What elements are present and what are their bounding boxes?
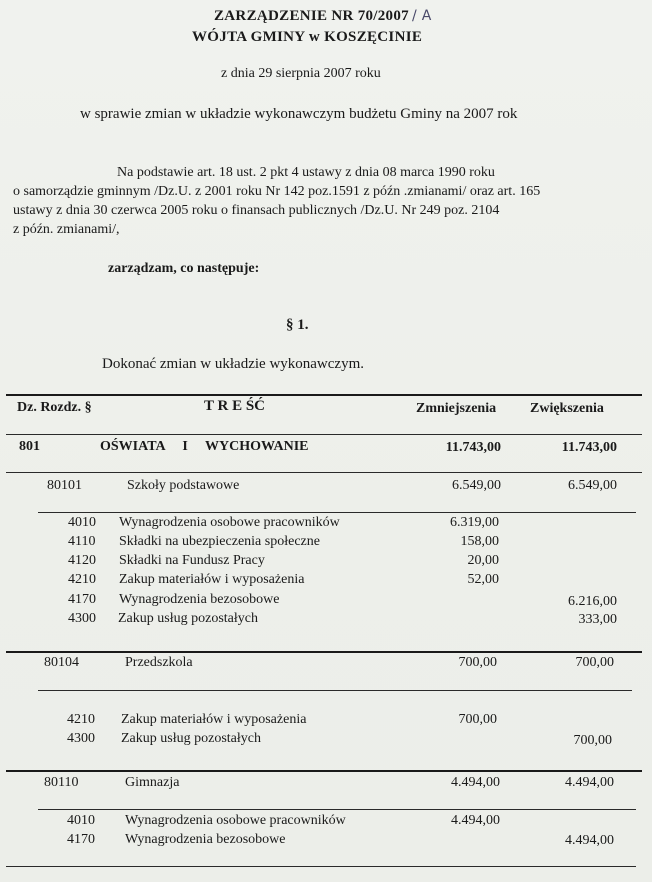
header-decrease: Zmniejszenia xyxy=(416,401,497,416)
document-date: z dnia 29 sierpnia 2007 roku xyxy=(221,66,381,81)
header-content: T R E ŚĆ xyxy=(204,398,265,414)
item-decrease: 700,00 xyxy=(458,712,497,727)
document-title-line1 xyxy=(214,8,432,25)
header-codes: Dz. Rozdz. § xyxy=(17,400,92,415)
item-code: 4120 xyxy=(68,553,96,568)
preamble-line-2: o samorządzie gminnym /Dz.U. z 2001 roku Nr 142 poz.1591 z późn .zmianami/ oraz art. 165 xyxy=(13,184,541,199)
document-subject: w sprawie zmian w układzie wykonawczym budżetu Gminy na 2007 rok xyxy=(80,106,518,122)
division-code: 801 xyxy=(19,439,40,454)
item-name: Wynagrodzenia bezosobowe xyxy=(125,832,286,847)
chapter-separator-rule xyxy=(6,770,642,772)
chapter-separator-rule xyxy=(6,651,642,653)
item-increase: 6.216,00 xyxy=(568,594,617,609)
item-decrease: 20,00 xyxy=(467,553,499,568)
chapter-decrease: 4.494,00 xyxy=(451,775,500,790)
chapter-increase: 700,00 xyxy=(575,655,614,670)
chapter-code: 80104 xyxy=(44,655,79,670)
decision-statement: zarządzam, co następuje: xyxy=(108,261,260,276)
header-increase: Zwiększenia xyxy=(530,401,604,416)
chapter-bottom-rule xyxy=(38,809,636,810)
chapter-bottom-rule xyxy=(38,512,636,513)
item-increase: 4.494,00 xyxy=(565,833,614,848)
document-title-line2: WÓJTA GMINY w KOSZĘCINIE xyxy=(192,29,423,45)
item-code: 4010 xyxy=(67,813,95,828)
item-name: Zakup usług pozostałych xyxy=(118,611,258,626)
section-intro: Dokonać zmian w układzie wykonawczym. xyxy=(102,356,364,372)
title-number: ZARZĄDZENIE NR 70/2007 xyxy=(214,8,409,24)
item-code: 4110 xyxy=(68,534,96,549)
item-name: Zakup materiałów i wyposażenia xyxy=(119,572,305,587)
chapter-name: Gimnazja xyxy=(125,775,180,790)
item-code: 4210 xyxy=(68,572,96,587)
preamble-line-1: Na podstawie art. 18 ust. 2 pkt 4 ustawy z dnia 08 marca 1990 roku xyxy=(117,165,495,180)
division-decrease: 11.743,00 xyxy=(445,440,501,455)
item-decrease: 158,00 xyxy=(460,534,499,549)
chapter-name: Szkoły podstawowe xyxy=(127,478,240,493)
preamble-line-4: z późn. zmianami/, xyxy=(13,222,120,237)
chapter-code: 80101 xyxy=(47,478,82,493)
item-code: 4010 xyxy=(68,515,96,530)
chapter-increase: 4.494,00 xyxy=(565,775,614,790)
division-name: OŚWIATA I WYCHOWANIE xyxy=(100,439,309,454)
item-name: Zakup materiałów i wyposażenia xyxy=(121,712,307,727)
item-name: Składki na Fundusz Pracy xyxy=(119,553,265,568)
item-decrease: 4.494,00 xyxy=(451,813,500,828)
chapter-increase: 6.549,00 xyxy=(568,478,617,493)
item-name: Składki na ubezpieczenia społeczne xyxy=(119,534,320,549)
item-code: 4170 xyxy=(67,832,95,847)
chapter-decrease: 700,00 xyxy=(458,655,497,670)
item-code: 4300 xyxy=(67,731,95,746)
item-code: 4300 xyxy=(68,611,96,626)
chapter-decrease: 6.549,00 xyxy=(452,478,501,493)
division-bottom-rule xyxy=(6,472,642,473)
item-decrease: 6.319,00 xyxy=(450,515,499,530)
item-name: Zakup usług pozostałych xyxy=(121,731,261,746)
preamble-line-3: ustawy z dnia 30 czerwca 2005 roku o finansach publicznych /Dz.U. Nr 249 poz. 2104 xyxy=(13,203,500,218)
chapter-bottom-rule xyxy=(38,690,632,691)
item-name: Wynagrodzenia bezosobowe xyxy=(119,592,280,607)
handwritten-mark: / A xyxy=(411,8,432,24)
table-bottom-rule xyxy=(6,866,636,867)
chapter-name: Przedszkola xyxy=(125,655,193,670)
item-increase: 700,00 xyxy=(573,733,612,748)
item-name: Wynagrodzenia osobowe pracowników xyxy=(125,813,346,828)
item-code: 4170 xyxy=(68,592,96,607)
section-heading: § 1. xyxy=(286,317,309,333)
item-decrease: 52,00 xyxy=(467,572,499,587)
item-code: 4210 xyxy=(67,712,95,727)
chapter-code: 80110 xyxy=(44,775,79,790)
item-increase: 333,00 xyxy=(578,612,617,627)
division-increase: 11.743,00 xyxy=(561,440,617,455)
header-bottom-rule xyxy=(6,434,642,435)
item-name: Wynagrodzenia osobowe pracowników xyxy=(119,515,340,530)
table-top-rule xyxy=(6,394,642,396)
